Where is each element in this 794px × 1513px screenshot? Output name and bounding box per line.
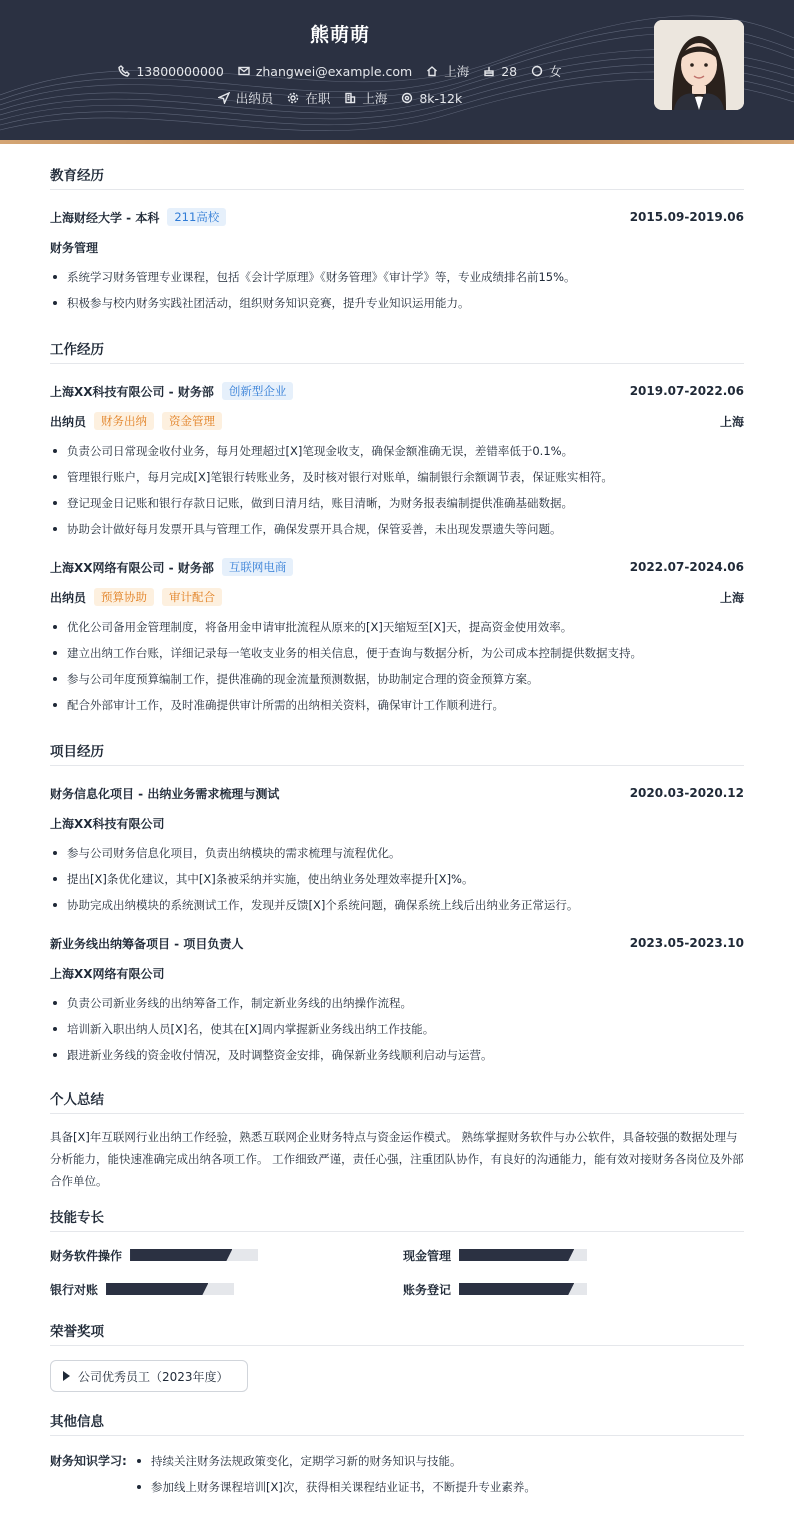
section-title: 教育经历	[50, 164, 744, 190]
list-item: 参加线上财务课程培训[X]次，获得相关课程结业证书，不断提升专业素养。	[134, 1474, 536, 1500]
project-header-row	[50, 778, 744, 808]
play-triangle-icon	[63, 1371, 70, 1381]
salary-text: 8k-12k	[419, 90, 463, 106]
cake-icon	[483, 65, 495, 77]
list-item: 参与公司年度预算编制工作，提供准确的现金流量预测数据，协助制定合理的资金预算方案。	[50, 666, 744, 692]
list-item: 优化公司备用金管理制度，将备用金申请审批流程从原来的[X]天缩短至[X]天，提高资金使用效率。	[50, 614, 744, 640]
location-text: 上海	[444, 64, 470, 79]
gender-info	[531, 62, 562, 80]
company-tag: 创新型企业	[222, 382, 294, 400]
list-item: 参与公司财务信息化项目，负责出纳模块的需求梳理与流程优化。	[50, 840, 744, 866]
resume-header	[0, 0, 794, 140]
education-date: 2015.09-2019.06	[629, 210, 744, 224]
major-row	[50, 232, 744, 262]
other-section	[50, 1410, 744, 1500]
phone-info	[118, 62, 223, 80]
skill-bar-fill	[130, 1249, 232, 1261]
phone-text: 13800000000	[136, 63, 224, 79]
header-accent-line	[0, 140, 794, 144]
list-item: 登记现金日记账和银行存款日记账，做到日清月结，账目清晰，为财务报表编制提供准确基础数据。	[50, 490, 744, 516]
job-role-row	[50, 582, 744, 612]
age-text: 28	[501, 63, 518, 79]
section-title: 个人总结	[50, 1088, 744, 1114]
salary-info	[401, 89, 462, 107]
job-entry	[50, 376, 744, 542]
honors-section	[50, 1320, 744, 1392]
skill-item	[50, 1278, 403, 1300]
section-title: 项目经历	[50, 740, 744, 766]
job-date: 2022.07-2024.06	[629, 560, 744, 574]
status-info	[287, 89, 330, 107]
project-name: 财务信息化项目 - 出纳业务需求梳理与测试	[50, 786, 280, 801]
project-bullets	[50, 990, 744, 1068]
job-city: 上海	[719, 414, 744, 429]
skill-bar-fill	[459, 1283, 574, 1295]
skill-bar-fill	[459, 1249, 574, 1261]
skill-tag: 审计配合	[162, 588, 222, 606]
list-item: 提出[X]条优化建议，其中[X]条被采纳并实施，使出纳业务处理效率提升[X]%。	[50, 866, 744, 892]
skill-bar	[459, 1283, 587, 1295]
project-org: 上海XX网络有限公司	[50, 966, 165, 981]
skill-bar	[106, 1283, 234, 1295]
job-bullets	[50, 614, 744, 718]
other-label: 财务知识学习:	[50, 1454, 127, 1468]
section-title: 技能专长	[50, 1206, 744, 1232]
job-header-row	[50, 552, 744, 582]
other-info-row	[50, 1448, 744, 1500]
list-item: 协助完成出纳模块的系统测试工作，发现并反馈[X]个系统问题，确保系统上线后出纳业务正常运行。	[50, 892, 744, 918]
gender-text: 女	[549, 64, 562, 79]
skill-name: 财务软件操作	[50, 1248, 123, 1263]
section-title: 荣誉奖项	[50, 1320, 744, 1346]
candidate-name: 熊萌萌	[309, 24, 370, 46]
gear-icon	[287, 92, 299, 104]
list-item: 积极参与校内财务实践社团活动，组织财务知识竞赛，提升专业知识运用能力。	[50, 290, 744, 316]
company-name: 上海XX网络有限公司 - 财务部	[50, 560, 214, 575]
gender-icon	[531, 65, 543, 77]
list-item: 持续关注财务法规政策变化，定期学习新的财务知识与技能。	[134, 1448, 536, 1474]
building-icon	[344, 92, 356, 104]
job-role: 出纳员	[50, 414, 87, 429]
job-header-row	[50, 376, 744, 406]
position-info	[218, 89, 274, 107]
work-section	[50, 338, 744, 718]
job-entry	[50, 552, 744, 718]
home-icon	[426, 65, 438, 77]
job-date: 2019.07-2022.06	[629, 384, 744, 398]
other-bullets	[134, 1448, 536, 1500]
job-bullets	[50, 438, 744, 542]
job-intent-row	[0, 89, 680, 107]
honor-text: 公司优秀员工（2023年度）	[78, 1369, 229, 1384]
status-text: 在职	[305, 91, 331, 106]
section-title: 其他信息	[50, 1410, 744, 1436]
skills-grid	[50, 1244, 744, 1300]
position-text: 出纳员	[235, 91, 274, 106]
skills-section	[50, 1206, 744, 1300]
skill-item	[403, 1244, 744, 1266]
skill-bar	[459, 1249, 587, 1261]
skill-tag: 财务出纳	[94, 412, 154, 430]
education-section	[50, 164, 744, 316]
resume-body	[50, 150, 744, 1512]
skill-bar	[130, 1249, 258, 1261]
avatar	[654, 20, 744, 110]
coin-icon	[401, 92, 413, 104]
skill-item	[50, 1244, 403, 1266]
city-text: 上海	[362, 91, 388, 106]
list-item: 负责公司新业务线的出纳筹备工作，制定新业务线的出纳操作流程。	[50, 990, 744, 1016]
profile-photo	[654, 20, 744, 110]
location-info	[426, 62, 469, 80]
skill-name: 账务登记	[403, 1282, 452, 1297]
project-name: 新业务线出纳筹备项目 - 项目负责人	[50, 936, 244, 951]
school-tag: 211高校	[167, 208, 226, 226]
project-org-row	[50, 958, 744, 988]
education-bullets	[50, 264, 744, 316]
list-item: 负责公司日常现金收付业务，每月处理超过[X]笔现金收支，确保金额准确无误，差错率低于0.1%。	[50, 438, 744, 464]
projects-section	[50, 740, 744, 1068]
company-tag: 互联网电商	[222, 558, 294, 576]
email-info	[238, 62, 412, 80]
email-text: zhangwei@example.com	[255, 63, 413, 79]
skill-tag: 预算协助	[94, 588, 154, 606]
phone-icon	[118, 65, 130, 77]
skill-tag: 资金管理	[162, 412, 222, 430]
list-item: 配合外部审计工作，及时准确提供审计所需的出纳相关资料，确保审计工作顺利进行。	[50, 692, 744, 718]
project-entry	[50, 778, 744, 918]
project-org: 上海XX科技有限公司	[50, 816, 165, 831]
education-header-row	[50, 202, 744, 232]
mail-icon	[238, 65, 250, 77]
list-item: 系统学习财务管理专业课程，包括《会计学原理》《财务管理》《审计学》等，专业成绩排名前15%。	[50, 264, 744, 290]
major-name: 财务管理	[50, 240, 99, 255]
project-entry	[50, 928, 744, 1068]
summary-text: 具备[X]年互联网行业出纳工作经验，熟悉互联网企业财务特点与资金运作模式。 熟练掌握财务软件与办公软件，具备较强的数据处理与分析能力，能快速准确完成出纳各项工作。 工作细致严谨，责任心强，注重团队协作，有良好的沟通能力，能有效对接财务各岗位及外部合作单位。	[50, 1130, 744, 1188]
project-date: 2020.03-2020.12	[629, 786, 744, 800]
skill-bar-fill	[106, 1283, 208, 1295]
city-info	[344, 89, 387, 107]
age-info	[483, 62, 517, 80]
honor-item[interactable]	[50, 1360, 248, 1392]
section-title: 工作经历	[50, 338, 744, 364]
list-item: 建立出纳工作台账，详细记录每一笔收支业务的相关信息，便于查询与数据分析，为公司成本控制提供数据支持。	[50, 640, 744, 666]
skill-item	[403, 1278, 744, 1300]
project-org-row	[50, 808, 744, 838]
skill-name: 银行对账	[50, 1282, 99, 1297]
summary-section	[50, 1088, 744, 1192]
list-item: 培训新入职出纳人员[X]名，使其在[X]周内掌握新业务线出纳工作技能。	[50, 1016, 744, 1042]
project-header-row	[50, 928, 744, 958]
job-role-row	[50, 406, 744, 436]
skill-name: 现金管理	[403, 1248, 452, 1263]
project-bullets	[50, 840, 744, 918]
job-city: 上海	[719, 590, 744, 605]
company-name: 上海XX科技有限公司 - 财务部	[50, 384, 214, 399]
list-item: 协助会计做好每月发票开具与管理工作，确保发票开具合规，保管妥善，未出现发票遗失等问题。	[50, 516, 744, 542]
list-item: 管理银行账户，每月完成[X]笔银行转账业务，及时核对银行对账单，编制银行余额调节表，保证账实相符。	[50, 464, 744, 490]
school-name: 上海财经大学 - 本科	[50, 210, 160, 225]
contact-row	[0, 62, 680, 80]
job-role: 出纳员	[50, 590, 87, 605]
project-date: 2023.05-2023.10	[629, 936, 744, 950]
send-icon	[218, 92, 230, 104]
list-item: 跟进新业务线的资金收付情况，及时调整资金安排，确保新业务线顺利启动与运营。	[50, 1042, 744, 1068]
